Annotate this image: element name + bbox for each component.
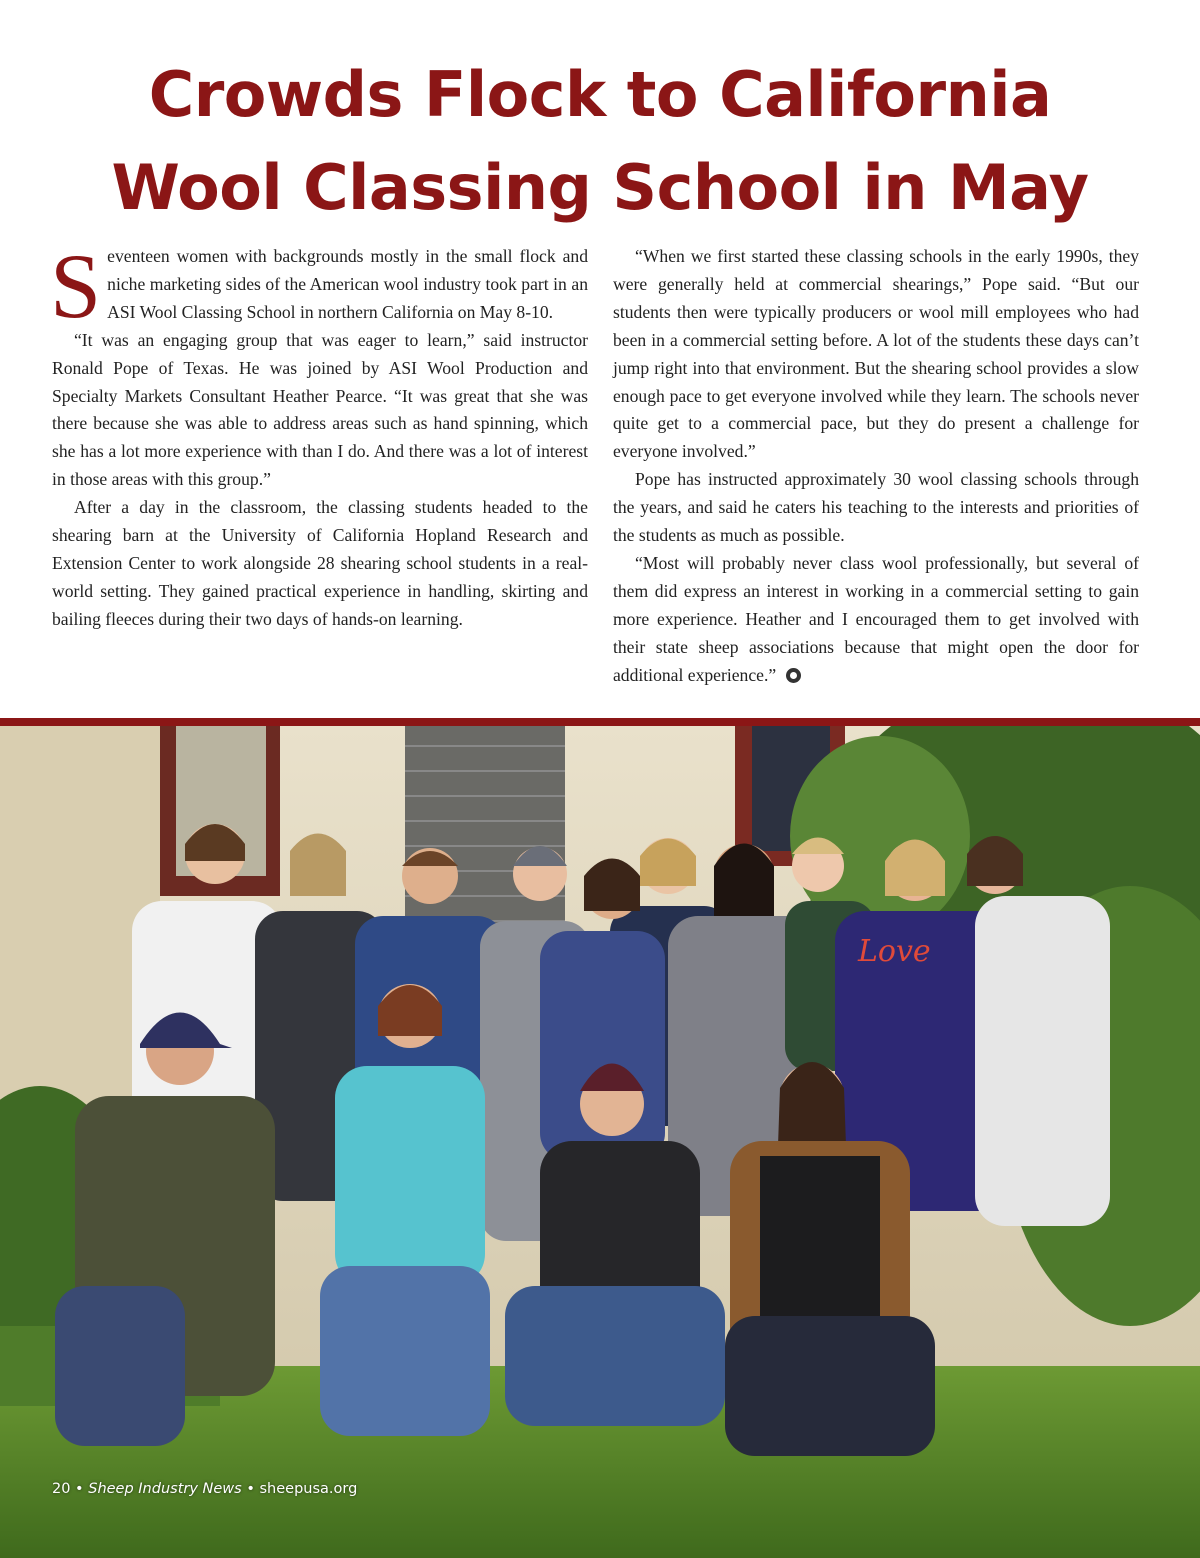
footer-separator: • (241, 1481, 260, 1497)
article-paragraph-3: After a day in the classroom, the classing students headed to the shearing barn at the University of California Hopland Research and Extension Center to work alongside 28 shearing school students in a real-world setting. They gained practical experience in handling, skirting and bailing fleeces during their two days of hands-on learning. (52, 497, 588, 629)
section-divider (0, 718, 1200, 726)
paragraph-text: eventeen women with backgrounds mostly in the small flock and niche marketing sides of the American wool industry took part in an ASI Wool Classing School in northern California on May 8-10. (107, 246, 588, 322)
footer-separator: • (70, 1481, 89, 1497)
shirt-love-text: Love (858, 934, 931, 969)
article-paragraph-5: Pope has instructed approximately 30 wool classing schools through the years, and said he caters his teaching to the interests and priorities of the students as much as possible. (613, 469, 1139, 546)
article-paragraph-6 (613, 550, 1139, 690)
headline-line-2: Wool Classing School in May (111, 151, 1089, 224)
article-column-right (613, 243, 1139, 690)
group-photo (0, 726, 1200, 1558)
article-paragraph-1 (50, 235, 588, 337)
article-paragraph-2: “It was an engaging group that was eager to learn,” said instructor Ronald Pope of Texas. He was joined by ASI Wool Production and Specialty Markets Consultant Heather Pearce. “It was great that she was there because she was able to address areas such as hand spinning, which she has a lot more experience with than I do. And there was a lot of interest in those areas with this group.” (52, 329, 588, 490)
page-footer (52, 1481, 357, 1497)
publication-name: Sheep Industry News (88, 1481, 242, 1497)
page-number: 20 (52, 1481, 71, 1497)
headline (0, 48, 1200, 234)
drop-cap: S (50, 235, 102, 337)
paragraph-text: “Most will probably never class wool professionally, but several of them did express an interest in working in a commercial setting to gain more experience. Heather and I encouraged them to get involved with their state sheep associations because that might open the door for additional experience.” (613, 552, 1139, 685)
headline-line-1: Crowds Flock to California (148, 58, 1052, 131)
end-of-story-icon (786, 668, 801, 683)
website-url: sheepusa.org (259, 1481, 358, 1497)
article-paragraph-4: “When we first started these classing schools in the early 1990s, they were generally held at commercial shearings,” Pope said. “But our students then were typically producers or wool mill employees who had been in a commercial setting before. A lot of the students these days can’t jump right into that environment. But the shearing school provides a slow enough pace to get everyone involved while they learn. The schools never quite get to a commercial pace, but they do present a challenge for everyone involved.” (613, 246, 1139, 462)
article-column-left (50, 235, 588, 634)
